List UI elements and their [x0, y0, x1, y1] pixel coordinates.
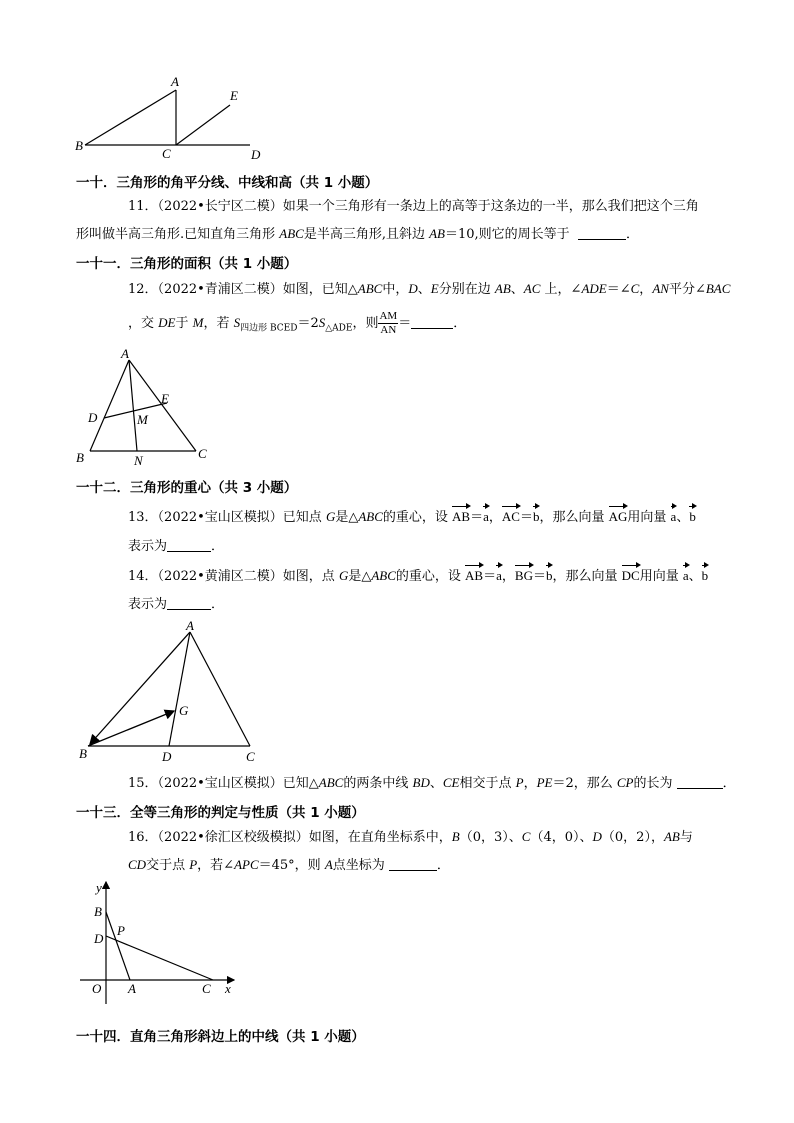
- label-C: C: [198, 446, 207, 461]
- label-A: A: [128, 981, 136, 996]
- fraction-am-an: $\frac{AM}{AN}$: [379, 310, 398, 336]
- label-D: D: [94, 931, 104, 946]
- section-heading-12: 一十二．三角形的重心（共 3 小题）: [76, 480, 298, 496]
- label-N: N: [134, 453, 143, 468]
- label-y: y: [96, 880, 102, 895]
- label-B: B: [94, 904, 102, 919]
- question-16-line1: 16．（2022•徐汇区校级模拟）如图，在直角坐标系中，B（0，3）、C（4，0）、D（0，2），AB与: [128, 829, 693, 845]
- label-B: B: [75, 138, 83, 153]
- section-heading-14: 一十四．直角三角形斜边上的中线（共 1 小题）: [76, 1029, 365, 1045]
- question-13-line1: 13．（2022•宝山区模拟）已知点 G是△ABC的重心，设 AB＝a，AC＝b，那么向量 AG用向量 a、b: [128, 503, 696, 527]
- label-C: C: [162, 146, 171, 161]
- label-D: D: [88, 410, 98, 425]
- label-C: C: [202, 981, 211, 996]
- label-x: x: [225, 981, 231, 996]
- answer-blank-11: [578, 226, 626, 240]
- question-15: 15．（2022•宝山区模拟）已知△ABC的两条中线 BD、CE相交于点 P，PE＝2，那么 CP的长为 ．: [128, 775, 736, 791]
- label-E: E: [230, 88, 238, 103]
- section-heading-13: 一十三．全等三角形的判定与性质（共 1 小题）: [76, 805, 365, 821]
- question-12-line2: ，交 DE于 M，若 $S_{四边形 BCED}=2S_{\triangle ADE}$，则 $\frac{AM}{AN}$ ＝ ．: [128, 310, 467, 336]
- label-G: G: [179, 703, 189, 718]
- question-11-line2: 形叫做半高三角形.已知直角三角形 ABC是半高三角形,且斜边 AB＝10,则它的周长等于 ．: [76, 226, 639, 242]
- label-M: M: [137, 412, 148, 427]
- question-14-line2: 表示为 ．: [128, 597, 225, 612]
- section-heading-10: 一十．三角形的角平分线、中线和高（共 1 小题）: [76, 175, 379, 191]
- figure-q16: [78, 876, 248, 1006]
- label-P: P: [117, 923, 125, 938]
- label-B: B: [76, 450, 84, 465]
- figure-q12: [74, 345, 224, 470]
- answer-blank-16: [389, 857, 437, 871]
- figure-q10: [70, 70, 270, 165]
- label-D: D: [251, 147, 261, 162]
- label-D: D: [162, 749, 172, 764]
- label-E: E: [161, 391, 169, 406]
- label-A: A: [121, 346, 129, 361]
- label-C: C: [246, 749, 255, 764]
- segment-ba: [85, 90, 176, 145]
- question-14-line1: 14．（2022•黄浦区二模）如图，点 G是△ABC的重心，设 AB＝a，BG＝b，那么向量 DC用向量 a、b: [128, 562, 708, 586]
- label-B: B: [79, 746, 87, 761]
- question-12-line1: 12．（2022•青浦区二模）如图，已知△ABC中，D、E分别在边 AB、AC 上，∠ADE＝∠C，AN平分∠BAC: [128, 281, 731, 297]
- label-A: A: [171, 74, 179, 89]
- label-A: A: [186, 618, 194, 633]
- question-11-line1: 11．（2022•长宁区二模）如果一个三角形有一条边上的高等于这条边的一半，那么我们把这个三角: [128, 199, 699, 214]
- question-13-line2: 表示为 ．: [128, 539, 225, 554]
- label-O: O: [92, 981, 102, 996]
- answer-blank-12: [411, 315, 453, 329]
- section-heading-11: 一十一．三角形的面积（共 1 小题）: [76, 256, 298, 272]
- segment-ce: [176, 105, 230, 145]
- figure-q14: [76, 615, 276, 765]
- question-16-line2: CD交于点 P，若∠APC＝45°，则 A点坐标为 ．: [128, 857, 450, 873]
- answer-blank-13: [167, 538, 211, 552]
- answer-blank-14: [167, 596, 211, 610]
- answer-blank-15: [677, 775, 723, 789]
